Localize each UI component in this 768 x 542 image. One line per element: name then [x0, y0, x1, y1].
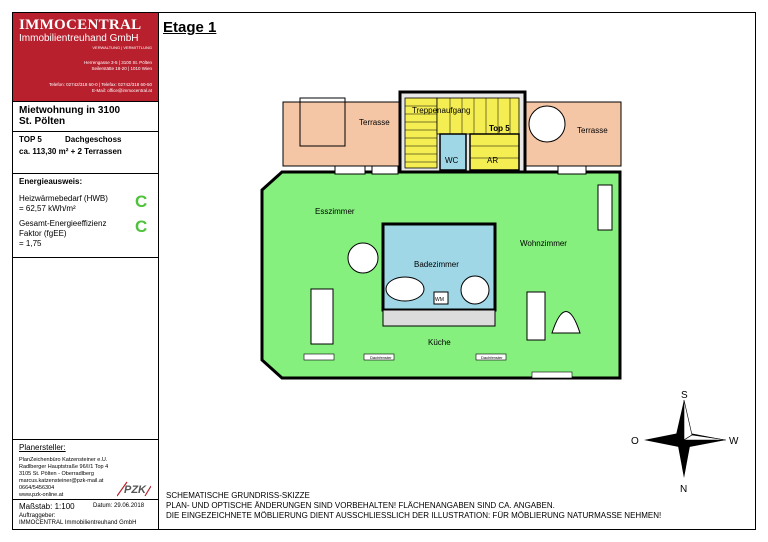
skylight-label-2: Dachfenster	[481, 355, 503, 360]
label-kitchen: Küche	[428, 338, 451, 347]
sideboard-icon	[598, 185, 612, 230]
listing-top: TOP 5	[19, 135, 42, 144]
planner-heading: Planersteller:	[19, 443, 66, 452]
hwb-label: Heizwärmebedarf (HWB)	[19, 194, 108, 203]
brand-tagline: VERWALTUNG | VERMITTLUNG	[92, 45, 152, 50]
note-line-2: PLAN- UND OPTISCHE ÄNDERUNGEN SIND VORBEHALTEN! FLÄCHENANGABEN SIND CA. ANGABEN.	[166, 501, 555, 510]
compass-s: S	[681, 390, 688, 401]
round-table-icon	[348, 243, 378, 273]
compass-o: O	[631, 436, 639, 447]
scale-label: Maßstab: 1:100	[19, 502, 75, 511]
fgee-value: = 1,75	[19, 239, 42, 248]
compass-w: W	[729, 436, 739, 447]
listing-title: Mietwohnung in 3100 St. Pölten	[19, 105, 121, 127]
planner-line-5: 0664/5456304	[19, 485, 55, 491]
label-terrace-left: Terrasse	[359, 118, 390, 127]
note-line-1: SCHEMATISCHE GRUNDRISS-SKIZZE	[166, 491, 310, 500]
listing-area: ca. 113,30 m² + 2 Terrassen	[19, 147, 122, 156]
kitchen-counter	[383, 310, 495, 326]
bathtub-icon	[386, 277, 424, 301]
brand-contact-2: E-Mail: office@immocentral.at	[91, 88, 152, 93]
note-line-3: DIE EINGEZEICHNETE MÖBLIERUNG DIENT AUSSCHLIESSLICH DER ILLUSTRATION: FÜR MÖBLIERUNG NATURMASSE NEHMEN!	[166, 511, 662, 520]
compass-rose	[644, 400, 726, 478]
label-bath: Badezimmer	[414, 260, 459, 269]
energy-heading: Energieausweis:	[19, 177, 83, 186]
hwb-value: = 62,57 kWh/m²	[19, 204, 76, 213]
label-dining: Esszimmer	[315, 207, 355, 216]
label-stairs: Treppenaufgang	[412, 106, 471, 115]
planner-line-6: www.pzk-online.at	[19, 492, 64, 498]
label-terrace-right: Terrasse	[577, 126, 608, 135]
client-name: IMMOCENTRAL Immobilientreuhand GmbH	[19, 520, 137, 526]
brand-name: IMMOCENTRAL	[19, 17, 142, 33]
hwb-class-badge: C	[135, 192, 148, 211]
listing-floor: Dachgeschoss	[65, 135, 122, 144]
terrace-left	[283, 102, 400, 166]
label-ar: AR	[487, 156, 499, 165]
brand-address-1: Herrengasse 3-5 | 3100 St. Pölten	[84, 60, 152, 65]
spiral-stair-icon	[529, 106, 565, 142]
shower-icon	[461, 276, 489, 304]
label-wm: WM	[435, 297, 444, 303]
fgee-class-badge: C	[135, 217, 148, 236]
skylight-label: Dachfenster	[370, 355, 392, 360]
brand-address-2: Seilerstätte 18-20 | 1010 Wien	[91, 66, 152, 71]
compass-n: N	[680, 484, 688, 495]
planner-line-1: PlanZeichenbüro Katzensteiner e.U.	[19, 457, 108, 463]
planner-line-3: 3105 St. Pölten - Oberradlberg	[19, 471, 94, 477]
plan-notes	[166, 491, 661, 521]
fgee-label-1: Gesamt-Energieeffizienz	[19, 219, 107, 228]
brand-contact-1: Telefon: 02742/318 60-0 | Telefax: 02742/318 60-50	[49, 82, 152, 87]
pzk-logo-text: PZK	[124, 484, 146, 496]
label-wc: WC	[445, 156, 459, 165]
fgee-label-2: Faktor (fgEE)	[19, 229, 67, 238]
label-living: Wohnzimmer	[520, 239, 567, 248]
planner-line-2: Radlberger Hauptstraße 96/I/1 Top 4	[19, 464, 109, 470]
date-label: Datum: 29.06.2018	[93, 503, 145, 509]
dining-table-icon	[311, 289, 333, 344]
sofa-icon	[527, 292, 545, 340]
plan-title: Etage 1	[163, 19, 217, 36]
client-label: Auftraggeber:	[19, 513, 56, 519]
brand-subtitle: Immobilientreuhand GmbH	[19, 33, 139, 44]
planner-line-4: marcus.katzensteiner@pzk-mail.at	[19, 478, 104, 484]
label-top: Top 5	[489, 124, 510, 133]
